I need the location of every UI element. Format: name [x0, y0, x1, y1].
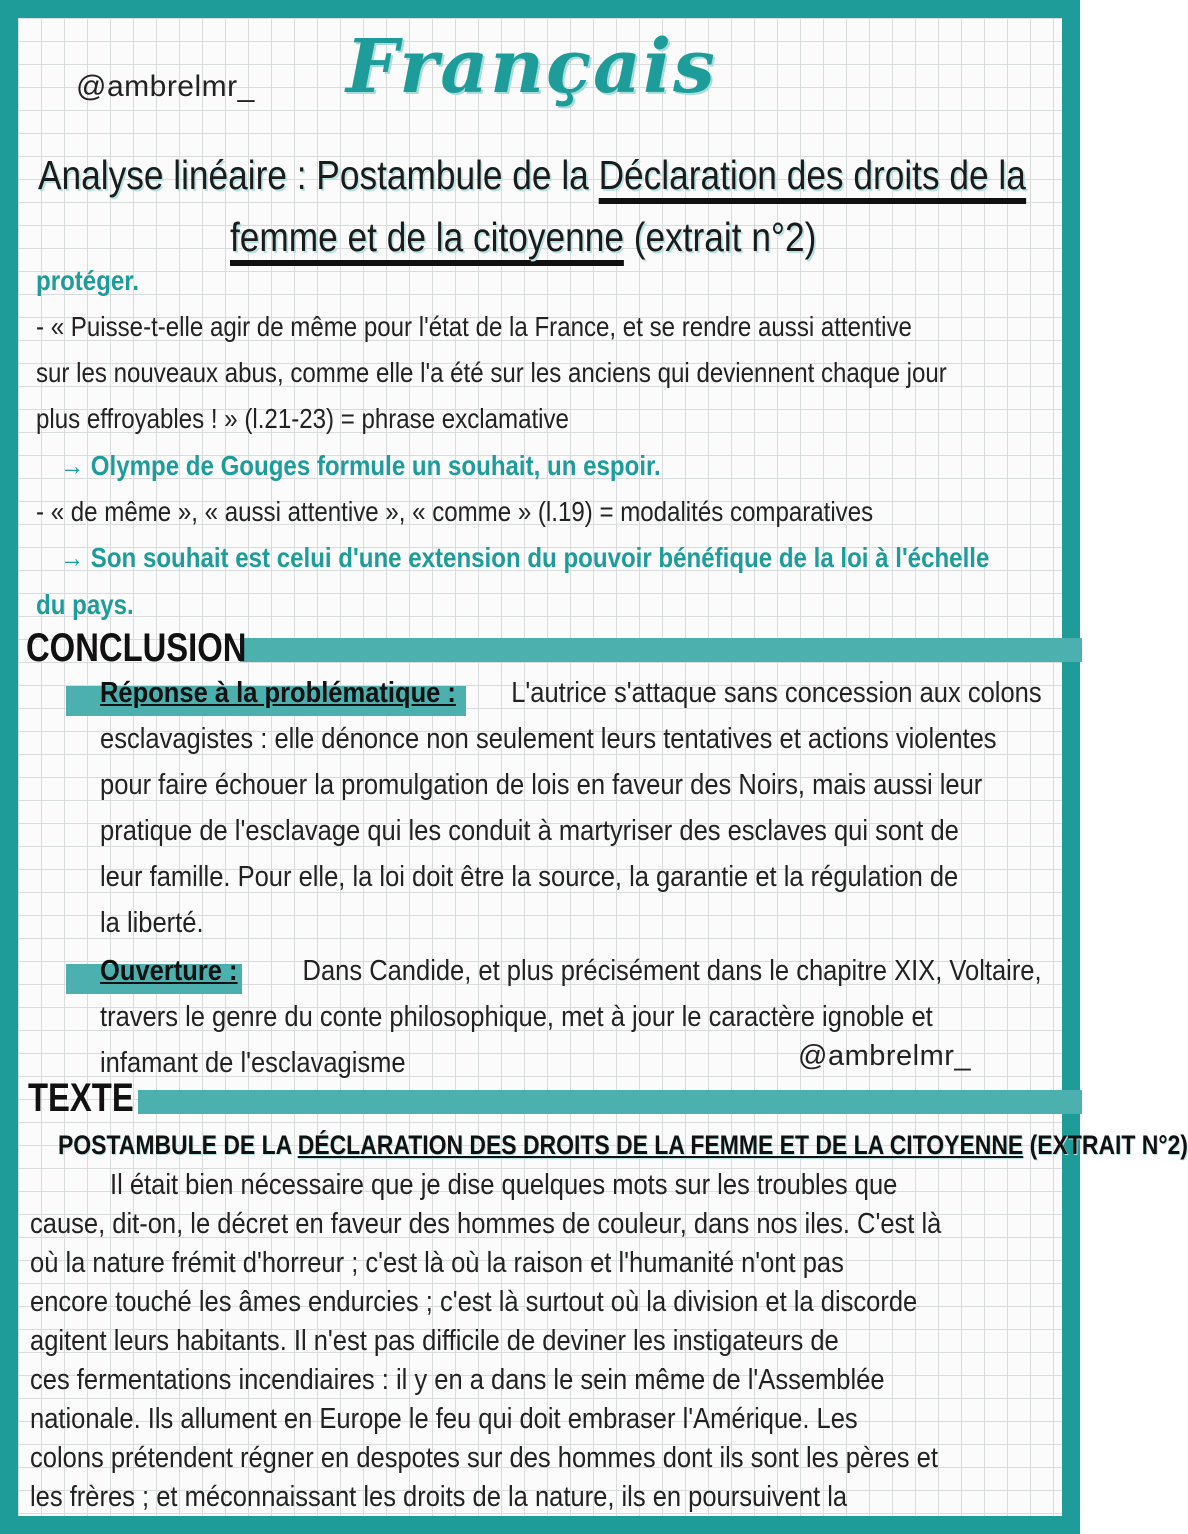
source-title-plain: POSTAMBULE DE LA [58, 1130, 298, 1160]
analysis-line: sur les nouveaux abus, comme elle l'a été sur les anciens qui deviennent chaque jour [36, 357, 947, 388]
title-line-1-plain: Analyse linéaire : Postambule de la [38, 152, 599, 198]
texte-divider [138, 1090, 1082, 1114]
bullet-text-line: Dans Candide, et plus précisément dans le chapitre XIX, Voltaire, [302, 955, 1042, 987]
conclusion-divider [240, 638, 1082, 662]
title-line-1-underlined: Déclaration des droits de la [599, 152, 1026, 204]
page-title-line-2 [230, 214, 816, 261]
bullet-text-line: pour faire échouer la promulgation de lois en faveur des Noirs, mais aussi leur [100, 769, 983, 801]
bullet-text-line: L'autrice s'attaque sans concession aux colons [511, 677, 1042, 709]
analysis-arrow-line: → Son souhait est celui d'une extension du pouvoir bénéfique de la loi à l'échelle [60, 542, 990, 573]
analysis-line: du pays. [36, 589, 134, 620]
bullet-label: Ouverture : [100, 955, 238, 987]
source-title-tail: (EXTRAIT N°2) [1023, 1130, 1188, 1160]
title-line-2-plain: (extrait n°2) [623, 214, 817, 260]
analysis-line: plus effroyables ! » (l.21-23) = phrase exclamative [36, 403, 569, 434]
bullet-label: Réponse à la problématique : [100, 677, 456, 709]
source-title-underlined: DÉCLARATION DES DROITS DE LA FEMME ET DE LA CITOYENNE [297, 1130, 1024, 1160]
title-line-2-underlined: femme et de la citoyenne [230, 214, 624, 266]
subject-title: Français [346, 24, 717, 110]
bullet-text-line: infamant de l'esclavagisme [100, 1047, 406, 1079]
bullet-text-line: leur famille. Pour elle, la loi doit être la source, la garantie et la régulation de [100, 861, 959, 893]
bullet-text-line: pratique de l'esclavage qui les conduit à martyriser des esclaves qui sont de [100, 815, 959, 847]
source-text-line: Il était bien nécessaire que je dise quelques mots sur les troubles que [110, 1169, 898, 1201]
source-text-line: où la nature frémit d'horreur ; c'est là où la raison et l'humanité n'ont pas [30, 1247, 844, 1279]
analysis-line: - « Puisse-t-elle agir de même pour l'état de la France, et se rendre aussi attentive [36, 311, 912, 342]
bullet-text-line: la liberté. [100, 907, 204, 939]
source-text-line: ces fermentations incendiaires : il y en a dans le sein même de l'Assemblée [30, 1364, 885, 1396]
source-text-line: encore touché les âmes endurcies ; c'est là surtout où la division et la discorde [30, 1286, 918, 1318]
source-text-line: les frères ; et méconnaissant les droits de la nature, ils en poursuivent la [30, 1481, 848, 1513]
analysis-arrow-line: → Olympe de Gouges formule un souhait, un espoir. [60, 450, 661, 481]
source-text-line: nationale. Ils allument en Europe le feu qui doit embraser l'Amérique. Les [30, 1403, 858, 1435]
bullet-text-line: esclavagistes : elle dénonce non seulement leurs tentatives et actions violentes [100, 723, 997, 755]
analysis-line: protéger. [36, 265, 140, 296]
bullet-response [100, 670, 1042, 946]
page-title-line-1 [38, 152, 1026, 199]
source-text-title [58, 1130, 1188, 1161]
source-text-line: agitent leurs habitants. Il n'est pas difficile de deviner les instigateurs de [30, 1325, 839, 1357]
conclusion-heading: CONCLUSION [26, 626, 247, 670]
texte-heading: TEXTE [28, 1076, 134, 1120]
source-text-line: cause, dit-on, le décret en faveur des hommes de couleur, dans nos iles. C'est là [30, 1208, 942, 1240]
analysis-line: - « de même », « aussi attentive », « comme » (l.19) = modalités comparatives [36, 496, 874, 527]
author-handle-footer: @ambrelmr_ [798, 1040, 972, 1072]
source-text-line: colons prétendent régner en despotes sur des hommes dont ils sont les pères et [30, 1442, 938, 1474]
bullet-text-line: travers le genre du conte philosophique, met à jour le caractère ignoble et [100, 1001, 933, 1033]
author-handle: @ambrelmr_ [76, 70, 255, 103]
